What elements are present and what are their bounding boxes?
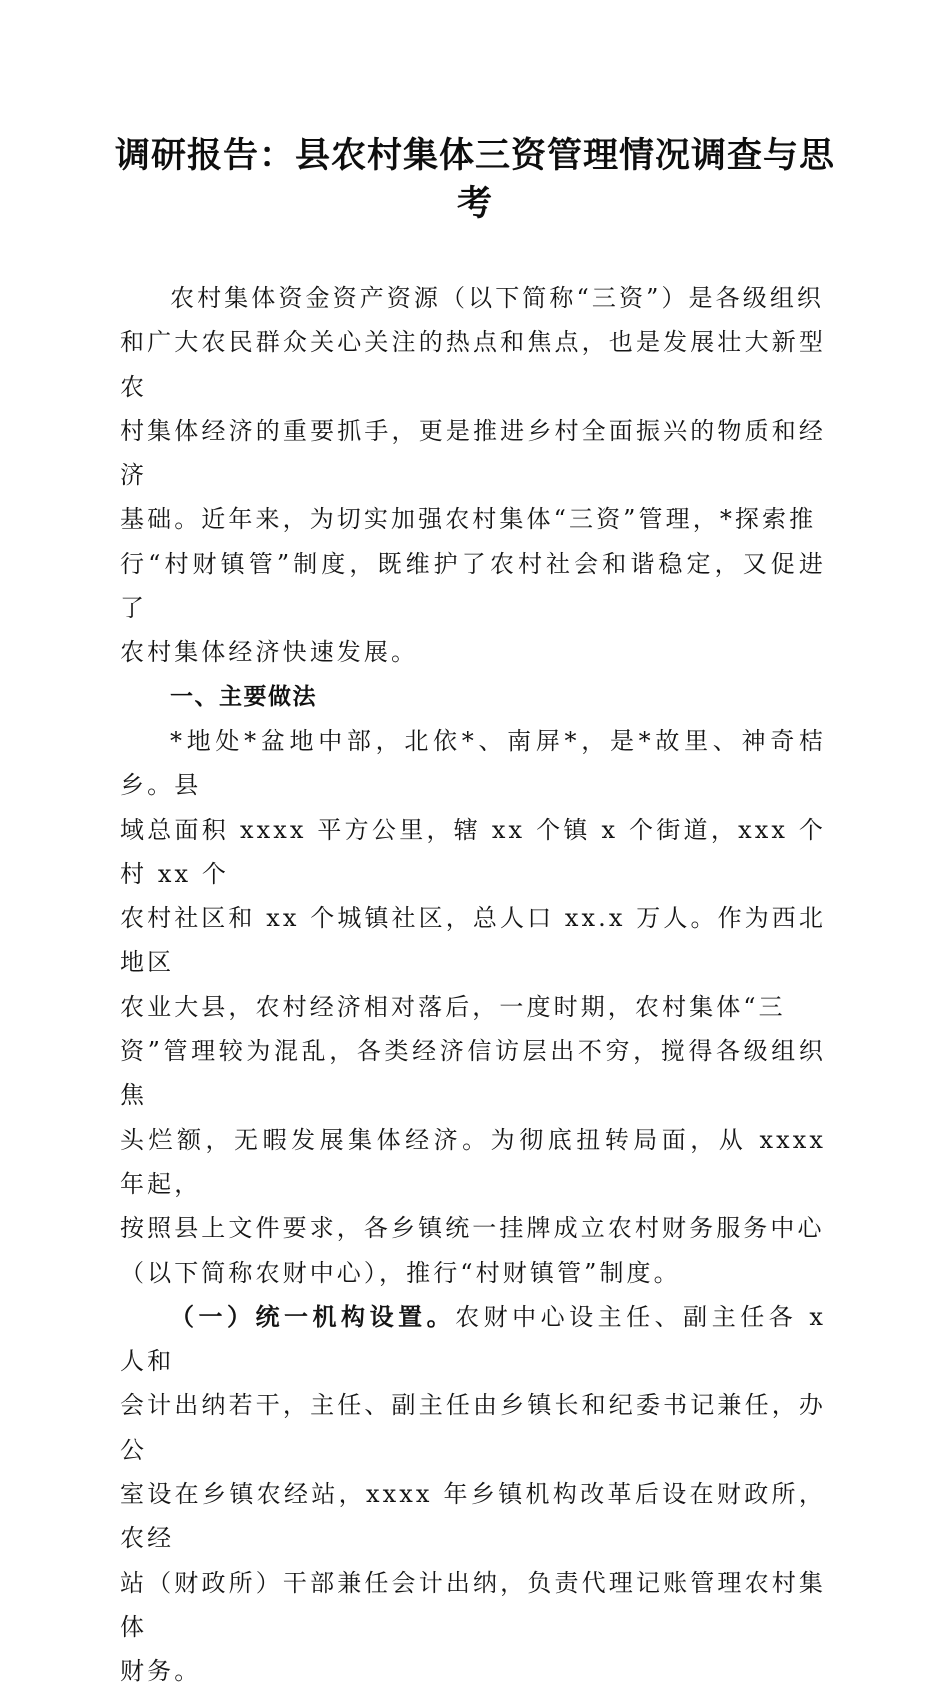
intro-paragraph: 农村集体资金资产资源（以下简称“三资”）是各级组织 和广大农民群众关心关注的热点和焦点，也是发展壮大新型农 村集体经济的重要抓手，更是推进乡村全面振兴的物质和经济 基础。近年来，为切实加强农村集体“三资”管理，*探索推 行“村财镇管”制度，既维护了农村社会和谐稳定，又促进了 农村集体经济快速发展。: [120, 284, 826, 667]
subsection-paragraph-unified-institution: [120, 1295, 826, 1694]
subsection-lead-unified-institution: （一）统一机构设置。: [170, 1302, 456, 1331]
section-heading-main-practices: 一、主要做法: [170, 683, 317, 710]
document-title: 调研报告：县农村集体三资管理情况调查与思考: [114, 136, 835, 224]
section-paragraph-county-overview: *地处*盆地中部，北依*、南屏*，是*故里、神奇桔乡。县 域总面积 xxxx 平方公里，辖 xx 个镇 x 个街道，xxx 个村 xx 个 农村社区和 xx 个城镇社区，总人口 xx.x 万人。作为西北地区 农业大县，农村经济相对落后，一度时期，农村集体“三 资”管理较为混乱，各类经济信访层出不穷，搅得各级组织焦 头烂额，无暇发展集体经济。为彻底扭转局面，从 xxxx 年起， 按照县上文件要求，各乡镇统一挂牌成立农村财务服务中心 （以下简称农财中心），推行“村财镇管”制度。: [120, 726, 826, 1287]
document-body: [120, 276, 826, 1694]
subsection-text-unified-institution: 农财中心设主任、副主任各 x 人和 会计出纳若干，主任、副主任由乡镇长和纪委书记兼任，办公 室设在乡镇农经站，xxxx 年乡镇机构改革后设在财政所，农经 站（财政所）干部兼任会计出纳，负责代理记账管理农村集体 财务。: [120, 1302, 826, 1686]
